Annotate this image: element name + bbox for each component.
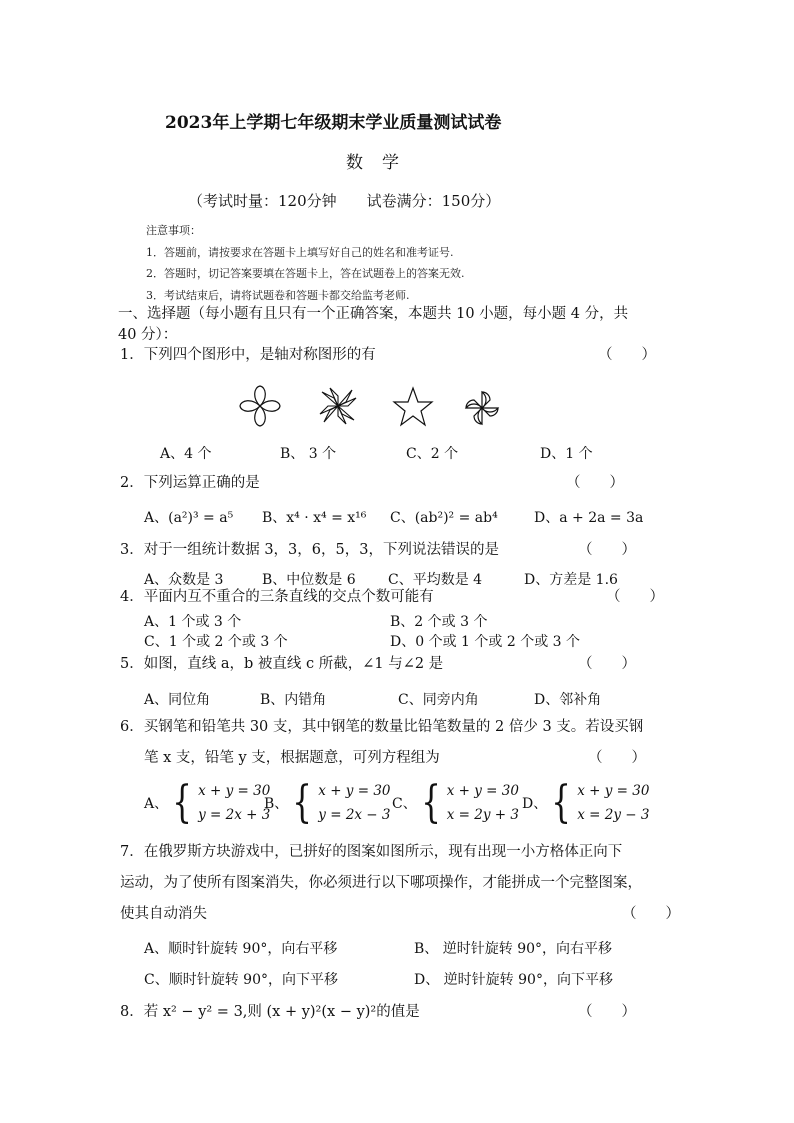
pinwheel-icon bbox=[316, 384, 360, 428]
q6-answer-paren: （ ） bbox=[588, 750, 646, 766]
q5-option-a: A、同位角 bbox=[144, 692, 211, 708]
q7-option-d: D、 逆时针旋转 90°，向下平移 bbox=[414, 972, 613, 988]
q5-option-b: B、内错角 bbox=[260, 692, 327, 708]
q1-option-d: D、1 个 bbox=[540, 446, 593, 462]
q4-answer-paren: （ ） bbox=[606, 589, 664, 605]
q7-option-b: B、 逆时针旋转 90°，向右平移 bbox=[414, 941, 613, 957]
brace-icon: { bbox=[292, 777, 313, 829]
q2-option-a: A、(a²)³ = a⁵ bbox=[144, 510, 234, 526]
q6-option-a-label: A、 bbox=[144, 796, 169, 812]
q6-option-a-eq2: y = 2x + 3 bbox=[198, 807, 271, 823]
q3-option-d: D、方差是 1.6 bbox=[524, 572, 618, 588]
q6-line2: 笔 x 支，铅笔 y 支，根据题意，可列方程组为 bbox=[144, 750, 440, 766]
q4-stem: 4．平面内互不重合的三条直线的交点个数可能有 bbox=[120, 589, 434, 605]
note-item-3: 3．考试结束后，请将试题卷和答题卡都交给监考老师. bbox=[146, 289, 410, 302]
q7-answer-paren: （ ） bbox=[622, 906, 680, 922]
brace-icon: { bbox=[172, 777, 192, 829]
q8-stem: 8．若 x² − y² = 3,则 (x + y)²(x − y)²的值是 bbox=[120, 1004, 420, 1020]
q6-line1: 6．买钢笔和铅笔共 30 支，其中钢笔的数量比铅笔数量的 2 倍少 3 支。若设买钢 bbox=[120, 719, 644, 735]
note-item-1: 1．答题前，请按要求在答题卡上填写好自己的姓名和准考证号. bbox=[146, 246, 454, 259]
q6-option-b bbox=[264, 777, 391, 829]
subject-title: 数 学 bbox=[346, 153, 400, 173]
exam-title: 2023年上学期七年级期末学业质量测试试卷 bbox=[165, 113, 502, 133]
q3-option-a: A、众数是 3 bbox=[144, 572, 224, 588]
q4-option-a: A、1 个或 3 个 bbox=[144, 614, 242, 630]
q2-option-d: D、a + 2a = 3a bbox=[534, 510, 644, 526]
q4-option-c: C、1 个或 2 个或 3 个 bbox=[144, 634, 288, 650]
exam-info: （考试时量：120分钟 试卷满分：150分） bbox=[188, 192, 501, 210]
brace-icon: { bbox=[420, 777, 441, 829]
q3-stem: 3．对于一组统计数据 3，3，6，5，3，下列说法错误的是 bbox=[120, 542, 499, 558]
q6-option-c-label: C、 bbox=[392, 796, 417, 812]
q2-stem: 2．下列运算正确的是 bbox=[120, 475, 260, 491]
q2-option-c: C、(ab²)² = ab⁴ bbox=[390, 510, 498, 526]
q6-option-b-label: B、 bbox=[264, 796, 289, 812]
four-petal-flower-icon bbox=[238, 384, 282, 428]
q6-option-b-eq2: y = 2x − 3 bbox=[318, 807, 391, 823]
q6-option-c-eq2: x = 2y + 3 bbox=[446, 807, 519, 823]
q6-option-d-eq2: x = 2y − 3 bbox=[577, 807, 650, 823]
q6-option-a-eq1: x + y = 30 bbox=[198, 783, 271, 799]
q7-option-c: C、顺时针旋转 90°，向下平移 bbox=[144, 972, 338, 988]
q1-option-a: A、4 个 bbox=[160, 446, 212, 462]
q6-option-c bbox=[392, 777, 519, 829]
q1-answer-paren: （ ） bbox=[598, 347, 656, 363]
q7-line3: 使其自动消失 bbox=[120, 906, 207, 922]
q6-option-d bbox=[522, 777, 650, 829]
q1-option-c: C、2 个 bbox=[406, 446, 459, 462]
q2-option-b: B、x⁴ · x⁴ = x¹⁶ bbox=[262, 510, 367, 526]
q5-option-d: D、邻补角 bbox=[534, 692, 602, 708]
q1-stem: 1．下列四个图形中，是轴对称图形的有 bbox=[120, 347, 376, 363]
q6-option-a bbox=[144, 777, 271, 829]
q5-option-c: C、同旁内角 bbox=[398, 692, 479, 708]
q7-line2: 运动，为了使所有图案消失，你必须进行以下哪项操作，才能拼成一个完整图案， bbox=[120, 875, 642, 891]
notes-heading: 注意事项： bbox=[146, 224, 201, 237]
fan-pinwheel-icon bbox=[462, 388, 502, 428]
q5-answer-paren: （ ） bbox=[578, 656, 636, 672]
brace-icon: { bbox=[551, 777, 572, 829]
q4-option-d: D、0 个或 1 个或 2 个或 3 个 bbox=[390, 634, 581, 650]
star-icon bbox=[392, 386, 434, 428]
note-item-2: 2．答题时，切记答案要填在答题卡上，答在试题卷上的答案无效. bbox=[146, 267, 465, 280]
q6-option-c-eq1: x + y = 30 bbox=[446, 783, 519, 799]
q2-answer-paren: （ ） bbox=[566, 475, 624, 491]
q3-answer-paren: （ ） bbox=[578, 542, 636, 558]
section-heading-line2: 40 分）： bbox=[118, 327, 178, 343]
q6-option-b-eq1: x + y = 30 bbox=[318, 783, 391, 799]
q6-option-d-eq1: x + y = 30 bbox=[577, 783, 650, 799]
q7-line1: 7．在俄罗斯方块游戏中，已拼好的图案如图所示，现有出现一小方格体正向下 bbox=[120, 844, 623, 860]
section-heading-line1: 一、选择题（每小题有且只有一个正确答案，本题共 10 小题，每小题 4 分，共 bbox=[118, 306, 629, 322]
q3-option-c: C、平均数是 4 bbox=[388, 572, 483, 588]
q5-stem: 5．如图，直线 a，b 被直线 c 所截，∠1 与∠2 是 bbox=[120, 656, 444, 672]
q3-option-b: B、中位数是 6 bbox=[262, 572, 356, 588]
q8-answer-paren: （ ） bbox=[578, 1004, 636, 1020]
q4-option-b: B、2 个或 3 个 bbox=[390, 614, 488, 630]
q7-option-a: A、顺时针旋转 90°，向右平移 bbox=[144, 941, 338, 957]
q1-option-b: B、 3 个 bbox=[280, 446, 337, 462]
q6-option-d-label: D、 bbox=[522, 796, 548, 812]
